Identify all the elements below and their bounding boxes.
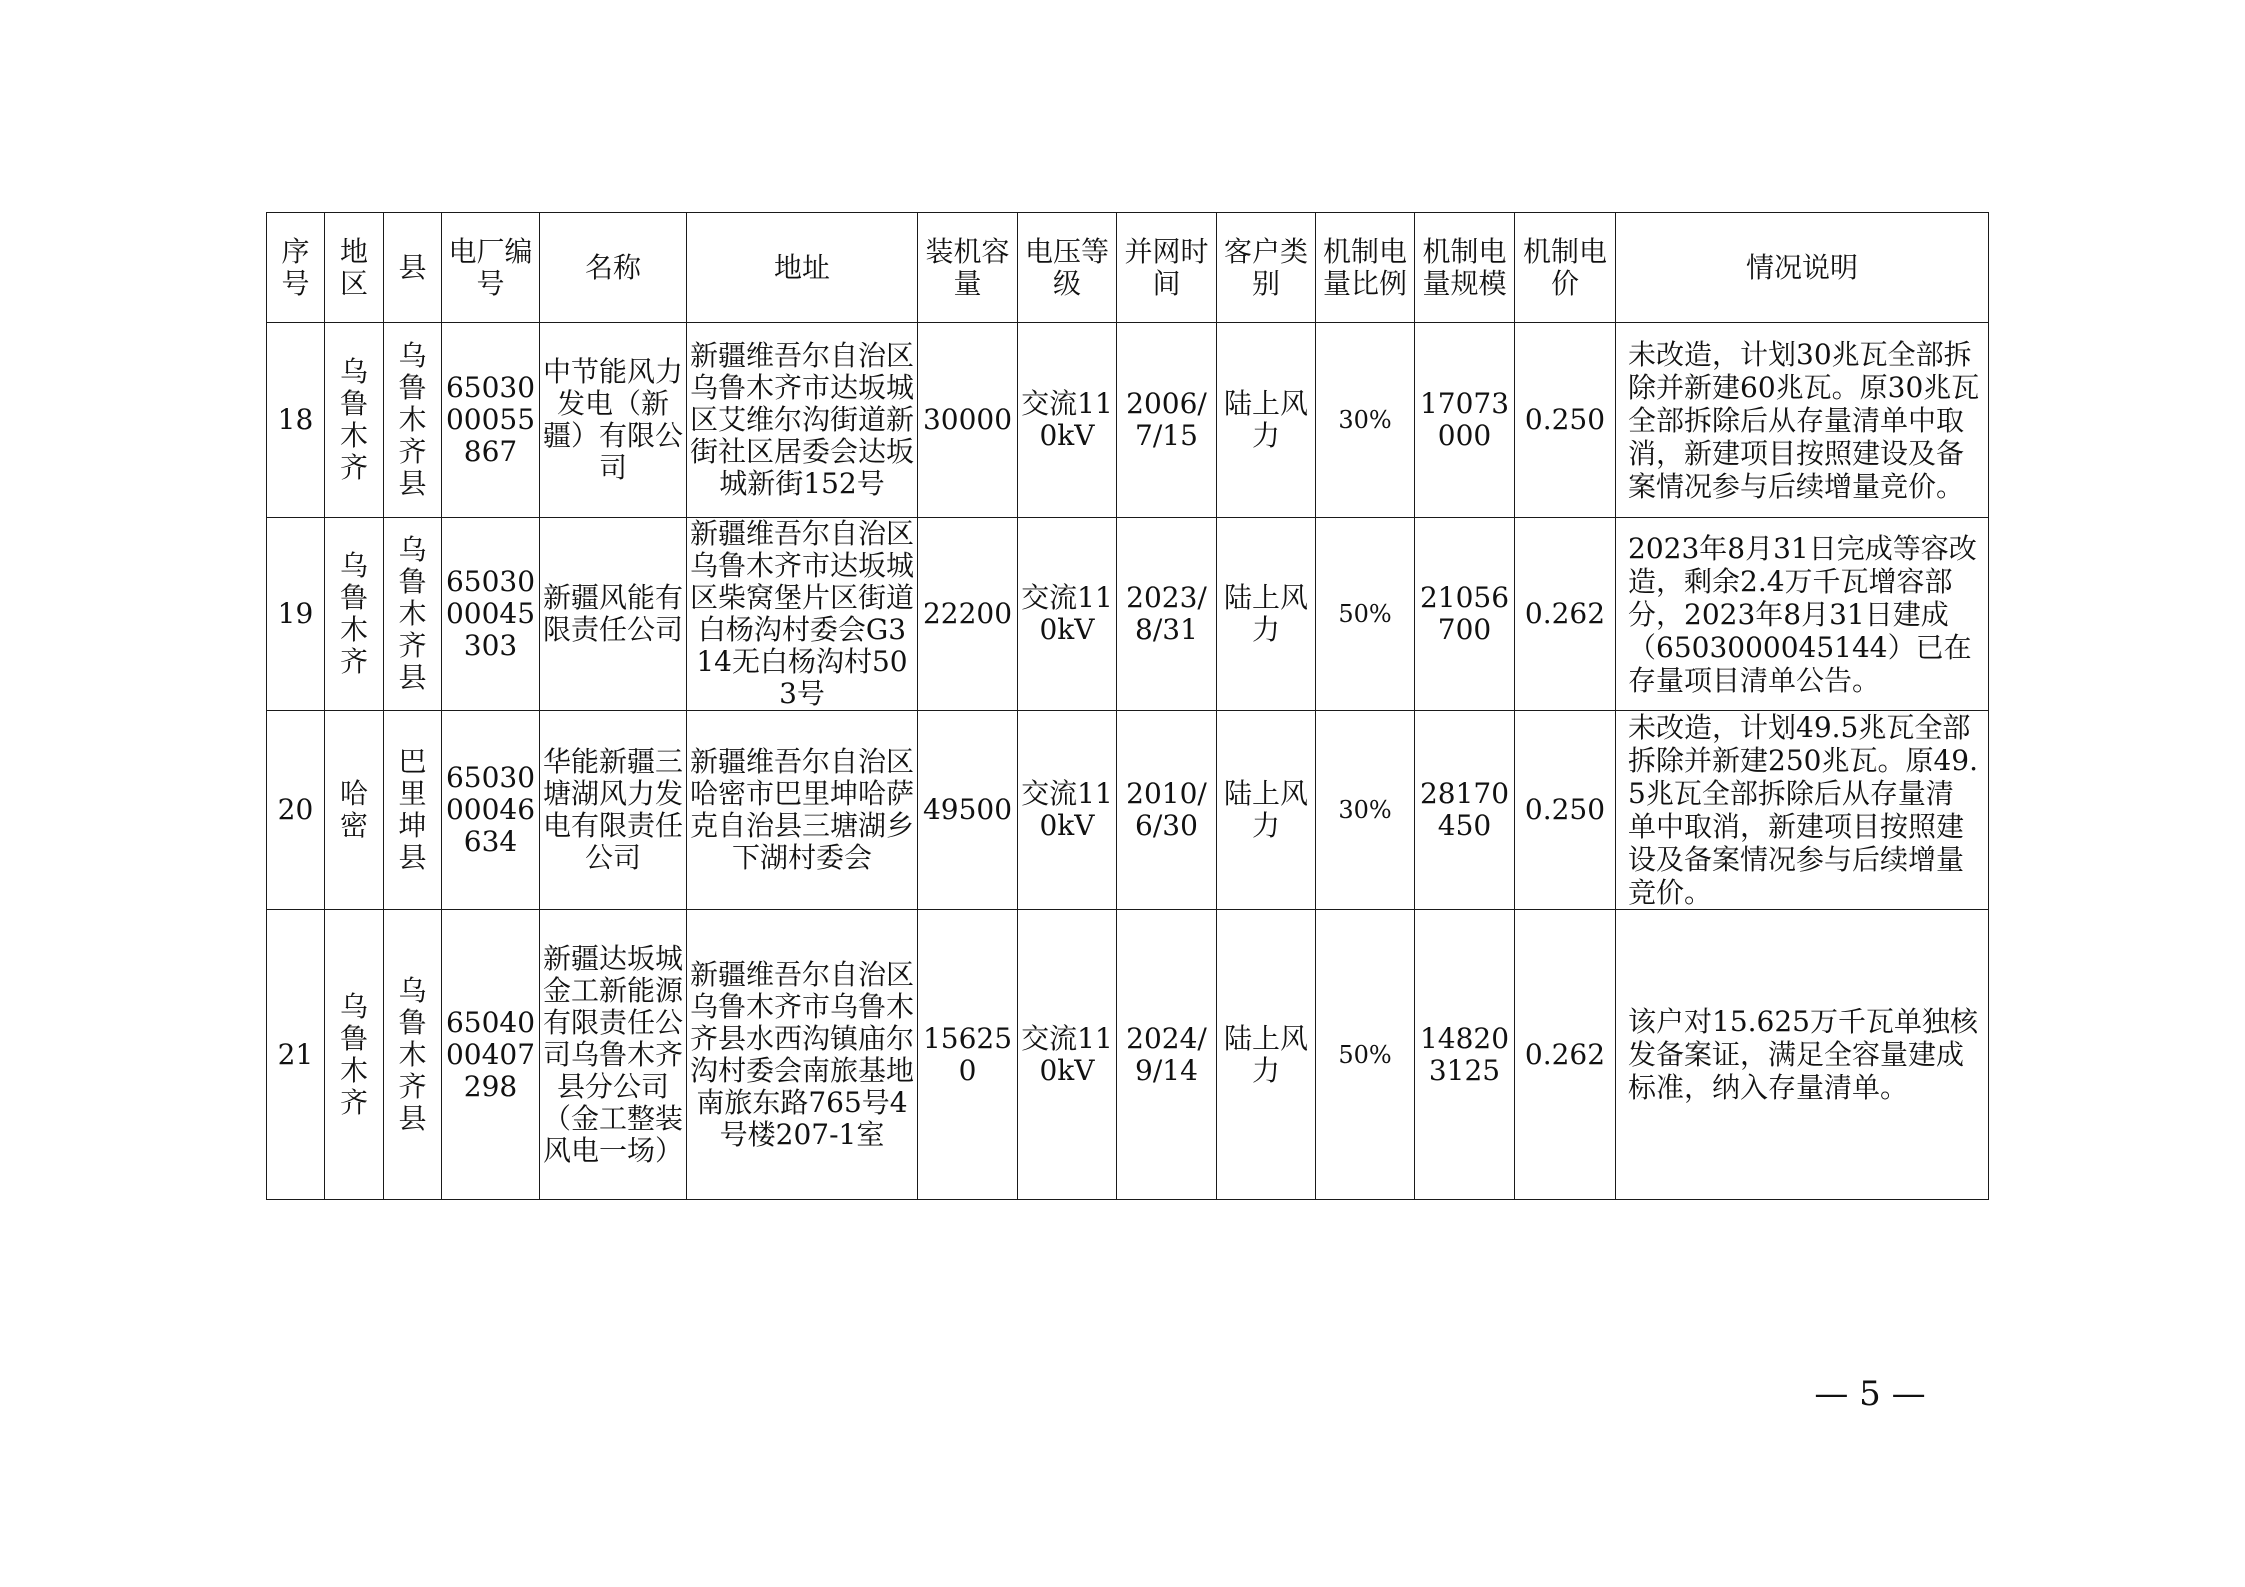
cell-scale: 28170450: [1415, 711, 1515, 910]
header-capacity: 装机容量: [918, 213, 1018, 323]
project-table: [266, 212, 1989, 1200]
table-row: [267, 910, 1989, 1200]
cell-voltage: 交流110kV: [1018, 711, 1117, 910]
cell-ratio: 50%: [1316, 518, 1415, 711]
cell-ratio: 30%: [1316, 323, 1415, 518]
cell-address: 新疆维吾尔自治区乌鲁木齐市达坂城区艾维尔沟街道新街社区居委会达坂城新街152号: [687, 323, 918, 518]
cell-capacity: 49500: [918, 711, 1018, 910]
header-note: 情况说明: [1616, 213, 1989, 323]
header-price: 机制电价: [1515, 213, 1616, 323]
cell-seq: 18: [267, 323, 325, 518]
cell-voltage: 交流110kV: [1018, 518, 1117, 711]
header-customer-type: 客户类别: [1217, 213, 1316, 323]
cell-customer-type: 陆上风力: [1217, 323, 1316, 518]
cell-name: 新疆达坂城金工新能源有限责任公司乌鲁木齐县分公司（金工整装风电一场）: [540, 910, 687, 1200]
cell-price: 0.262: [1515, 518, 1616, 711]
table-row: [267, 323, 1989, 518]
cell-region: 乌鲁木齐: [325, 910, 384, 1200]
page-number: — 5 —: [1814, 1374, 1926, 1414]
table-row: [267, 711, 1989, 910]
header-scale: 机制电量规模: [1415, 213, 1515, 323]
cell-grid-date: 2010/6/30: [1117, 711, 1217, 910]
cell-price: 0.262: [1515, 910, 1616, 1200]
cell-name: 中节能风力发电（新疆）有限公司: [540, 323, 687, 518]
cell-region: 乌鲁木齐: [325, 323, 384, 518]
cell-price: 0.250: [1515, 323, 1616, 518]
table-row: [267, 518, 1989, 711]
table-body: [267, 323, 1989, 1200]
header-name: 名称: [540, 213, 687, 323]
cell-grid-date: 2024/9/14: [1117, 910, 1217, 1200]
cell-voltage: 交流110kV: [1018, 910, 1117, 1200]
cell-scale: 148203125: [1415, 910, 1515, 1200]
cell-plant-id: 6503000046634: [442, 711, 540, 910]
cell-name: 华能新疆三塘湖风力发电有限责任公司: [540, 711, 687, 910]
cell-capacity: 30000: [918, 323, 1018, 518]
header-voltage: 电压等级: [1018, 213, 1117, 323]
cell-capacity: 22200: [918, 518, 1018, 711]
header-county: 县: [384, 213, 442, 323]
cell-county: 乌鲁木齐县: [384, 323, 442, 518]
cell-scale: 17073000: [1415, 323, 1515, 518]
cell-seq: 20: [267, 711, 325, 910]
cell-seq: 19: [267, 518, 325, 711]
table-header: [267, 213, 1989, 323]
header-region: 地区: [325, 213, 384, 323]
cell-note: 未改造，计划49.5兆瓦全部拆除并新建250兆瓦。原49.5兆瓦全部拆除后从存量清单中取消，新建项目按照建设及备案情况参与后续增量竞价。: [1616, 711, 1989, 910]
cell-ratio: 50%: [1316, 910, 1415, 1200]
header-seq: 序号: [267, 213, 325, 323]
cell-region: 哈密: [325, 711, 384, 910]
cell-address: 新疆维吾尔自治区乌鲁木齐市乌鲁木齐县水西沟镇庙尔沟村委会南旅基地南旅东路765号4号楼207-1室: [687, 910, 918, 1200]
cell-note: 2023年8月31日完成等容改造，剩余2.4万千瓦增容部分，2023年8月31日建成（6503000045144）已在存量项目清单公告。: [1616, 518, 1989, 711]
cell-note: 该户对15.625万千瓦单独核发备案证，满足全容量建成标准，纳入存量清单。: [1616, 910, 1989, 1200]
cell-voltage: 交流110kV: [1018, 323, 1117, 518]
cell-plant-id: 6503000055867: [442, 323, 540, 518]
cell-scale: 21056700: [1415, 518, 1515, 711]
cell-seq: 21: [267, 910, 325, 1200]
cell-county: 巴里坤县: [384, 711, 442, 910]
cell-price: 0.250: [1515, 711, 1616, 910]
cell-customer-type: 陆上风力: [1217, 518, 1316, 711]
header-row: [267, 213, 1989, 323]
cell-address: 新疆维吾尔自治区乌鲁木齐市达坂城区柴窝堡片区街道白杨沟村委会G314无白杨沟村503号: [687, 518, 918, 711]
cell-grid-date: 2023/8/31: [1117, 518, 1217, 711]
cell-plant-id: 6503000045303: [442, 518, 540, 711]
cell-name: 新疆风能有限责任公司: [540, 518, 687, 711]
cell-note: 未改造，计划30兆瓦全部拆除并新建60兆瓦。原30兆瓦全部拆除后从存量清单中取消，新建项目按照建设及备案情况参与后续增量竞价。: [1616, 323, 1989, 518]
cell-customer-type: 陆上风力: [1217, 910, 1316, 1200]
header-address: 地址: [687, 213, 918, 323]
header-ratio: 机制电量比例: [1316, 213, 1415, 323]
cell-county: 乌鲁木齐县: [384, 910, 442, 1200]
cell-county: 乌鲁木齐县: [384, 518, 442, 711]
cell-customer-type: 陆上风力: [1217, 711, 1316, 910]
header-plant-id: 电厂编号: [442, 213, 540, 323]
header-grid-date: 并网时间: [1117, 213, 1217, 323]
cell-ratio: 30%: [1316, 711, 1415, 910]
cell-address: 新疆维吾尔自治区哈密市巴里坤哈萨克自治县三塘湖乡下湖村委会: [687, 711, 918, 910]
cell-plant-id: 6504000407298: [442, 910, 540, 1200]
cell-region: 乌鲁木齐: [325, 518, 384, 711]
cell-grid-date: 2006/7/15: [1117, 323, 1217, 518]
cell-capacity: 156250: [918, 910, 1018, 1200]
